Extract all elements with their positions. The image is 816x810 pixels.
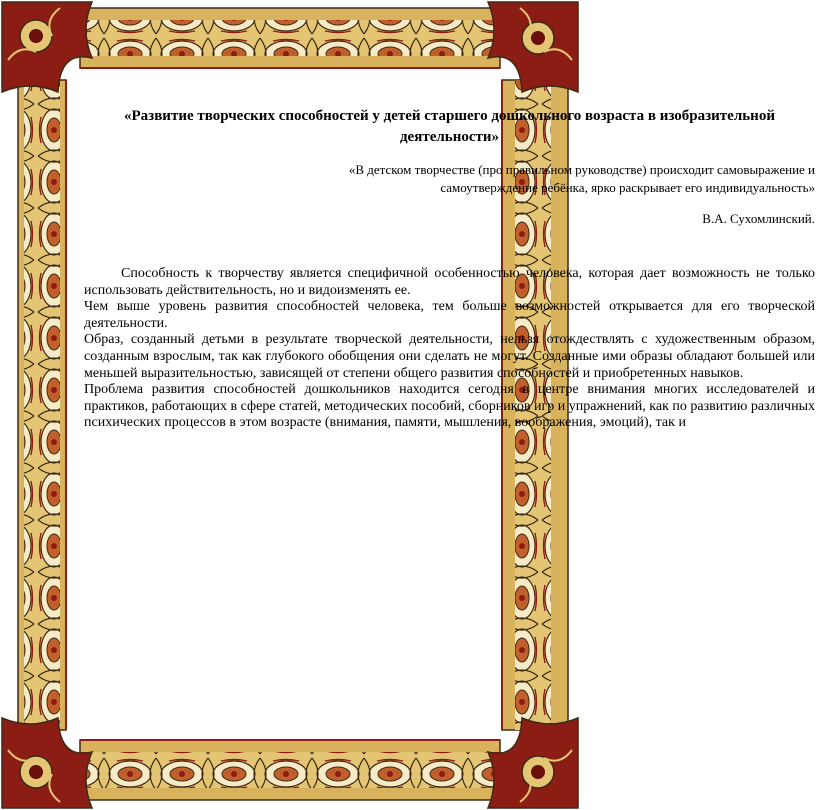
document-content xyxy=(84,100,815,432)
epigraph: «В детском творчестве (про правильном руководстве) происходит самовыражение и самоутверждение ребёнка, ярко раскрывает его индивидуальность» xyxy=(348,162,815,195)
body-text xyxy=(84,266,815,432)
corner-ornament-top-left xyxy=(2,2,92,92)
bottom-border xyxy=(80,740,500,800)
corner-ornament-bottom-left xyxy=(2,718,92,808)
document-title: «Развитие творческих способностей у детей старшего дошкольного возраста в изобразительной деятельности» xyxy=(124,108,775,145)
corner-ornament-top-right xyxy=(488,2,578,92)
left-border xyxy=(18,80,66,730)
corner-ornament-bottom-right xyxy=(488,718,578,808)
top-border xyxy=(80,8,500,68)
paragraph: Проблема развития способностей дошкольников находится сегодня в центре внимания многих исследователей и практиков, работающих в сфере статей, методических пособий, сборников игр и упражнений, как по развитию различных психических процессов в этом возрасте (внимания, памяти, мышления, воображения, эмоций), так и xyxy=(84,382,815,431)
epigraph-author: В.А. Сухомлинский. xyxy=(702,211,815,226)
paragraph: Чем выше уровень развития способностей человека, тем больше возможностей открывается для его творческой деятельности. xyxy=(84,299,815,331)
paragraph: Способность к творчеству является специфичной особенностью человека, которая дает возможность не только использовать действительность, но и видоизменять ее. xyxy=(84,266,815,298)
paragraph: Образ, созданный детьми в результате творческой деятельности, нельзя отождествлять с художественным образом, созданным взрослым, так как глубокого обобщения они сделать не могут. Созданные ими образы обладают большей или меньшей выразительностью, зависящей от степени общего развития способностей и приобретенных навыков. xyxy=(84,332,815,381)
